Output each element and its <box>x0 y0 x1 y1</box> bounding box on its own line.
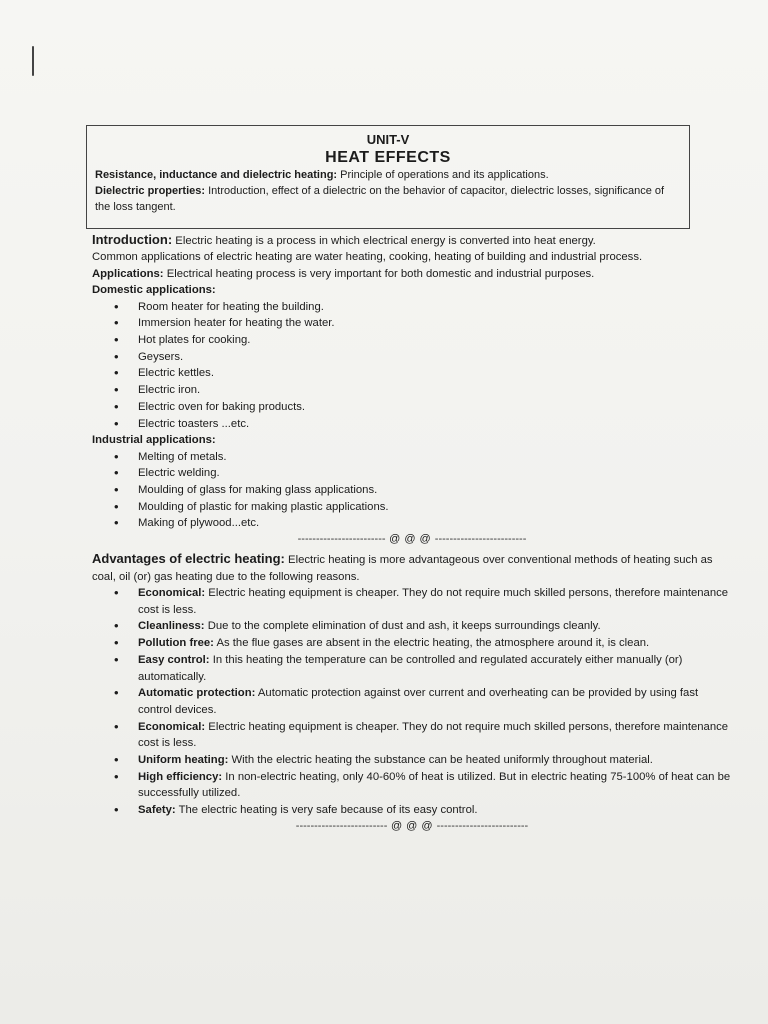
advantage-name: Safety: <box>138 804 176 817</box>
list-item <box>92 719 732 752</box>
advantages-list <box>92 585 732 819</box>
separator-dashes-right: ------------------------- <box>434 533 527 546</box>
list-item: • Moulding of glass for making glass applications. <box>92 482 732 499</box>
syllabus-line-2 <box>95 183 681 215</box>
list-item: • Electric kettles. <box>92 365 732 382</box>
industrial-list <box>92 449 732 533</box>
list-item: • Electric iron. <box>92 382 732 399</box>
list-item: • Electric oven for baking products. <box>92 399 732 416</box>
list-item: • Making of plywood...etc. <box>92 515 732 532</box>
list-item: • Hot plates for cooking. <box>92 332 732 349</box>
applications-label: Applications: <box>92 267 164 280</box>
advantage-text: As the flue gases are absent in the electric heating, the atmosphere around it, is clean. <box>213 637 650 650</box>
common-applications: Common applications of electric heating are water heating, cooking, heating of building and industrial process. <box>92 251 643 264</box>
section-separator <box>92 532 732 547</box>
advantages-label: Advantages of electric heating: <box>92 551 285 567</box>
list-item <box>92 635 732 652</box>
list-item <box>92 802 732 819</box>
intro-label: Introduction: <box>92 232 173 247</box>
list-item: • Electric welding. <box>92 465 732 482</box>
pen-mark <box>32 46 34 76</box>
list-item <box>92 685 732 718</box>
advantage-name: Uniform heating: <box>138 754 229 767</box>
syllabus-text-2: Introduction, effect of a dielectric on the behavior of capacitor, dielectric losses, significance of the loss tangent. <box>95 185 665 213</box>
list-item <box>92 652 732 685</box>
separator-symbols: @ @ @ <box>390 819 434 832</box>
advantage-text: Electric heating equipment is cheaper. They do not require much skilled persons, therefore maintenance cost is less. <box>138 586 729 616</box>
advantage-text: In this heating the temperature can be controlled and regulated accurately either manually (or) automatically. <box>138 653 683 683</box>
syllabus-topic-2: Dielectric properties: <box>95 185 206 197</box>
unit-label: UNIT-V <box>366 132 410 147</box>
intro-text: Electric heating is a process in which electrical energy is converted into heat energy. <box>172 235 596 247</box>
domestic-list <box>92 299 732 433</box>
domestic-heading: Domestic applications: <box>92 284 216 297</box>
separator-dashes-left: ------------------------- <box>295 819 388 832</box>
advantage-name: Economical: <box>138 720 206 733</box>
list-item: • Immersion heater for heating the water. <box>92 315 732 332</box>
advantage-text: Electric heating equipment is cheaper. They do not require much skilled persons, therefore maintenance cost is less. <box>138 720 729 750</box>
separator-dashes-left: ------------------------ <box>297 533 386 546</box>
list-item <box>92 585 732 618</box>
separator-dashes-right: ------------------------- <box>436 819 529 832</box>
list-item <box>92 752 732 769</box>
advantage-text: In non-electric heating, only 40-60% of heat is utilized. But in electric heating 75-100% of heat can be successfully utilized. <box>138 770 731 800</box>
advantage-text: The electric heating is very safe because of its easy control. <box>175 804 478 817</box>
syllabus-line-1 <box>95 167 681 183</box>
advantage-name: Pollution free: <box>138 637 214 650</box>
applications-paragraph <box>92 266 732 282</box>
page-title: HEAT EFFECTS <box>325 149 451 166</box>
list-item: • Geysers. <box>92 349 732 366</box>
list-item: • Electric toasters ...etc. <box>92 416 732 433</box>
advantage-name: Cleanliness: <box>138 620 205 633</box>
list-item: • Melting of metals. <box>92 449 732 466</box>
applications-text: Electrical heating process is very important for both domestic and industrial purposes. <box>163 267 595 280</box>
advantage-name: Easy control: <box>138 653 210 666</box>
syllabus-topic-1: Resistance, inductance and dielectric heating: <box>95 169 338 181</box>
list-item: • Moulding of plastic for making plastic applications. <box>92 499 732 516</box>
advantage-text: With the electric heating the substance can be heated uniformly throughout material. <box>228 754 653 767</box>
list-item <box>92 618 732 635</box>
advantages-intro <box>92 551 732 585</box>
main-content <box>92 232 732 834</box>
syllabus-text-1: Principle of operations and its applications. <box>337 169 549 181</box>
syllabus-box <box>86 125 690 229</box>
advantage-text: Automatic protection against over current and overheating can be provided by using fast control devices. <box>138 687 699 716</box>
industrial-heading: Industrial applications: <box>92 434 216 447</box>
advantage-name: High efficiency: <box>138 770 223 783</box>
intro-paragraph <box>92 232 732 249</box>
list-item <box>92 769 732 802</box>
separator-symbols: @ @ @ <box>389 533 432 546</box>
advantage-text: Due to the complete elimination of dust and ash, it keeps surroundings cleanly. <box>204 620 601 633</box>
list-item: • Room heater for heating the building. <box>92 299 732 316</box>
advantage-name: Economical: <box>138 586 206 599</box>
section-separator <box>92 819 732 834</box>
advantage-name: Automatic protection: <box>138 687 256 700</box>
advantages-text: Electric heating is more advantageous over conventional methods of heating such as coal, oil (or) gas heating due to the following reasons. <box>92 554 713 583</box>
